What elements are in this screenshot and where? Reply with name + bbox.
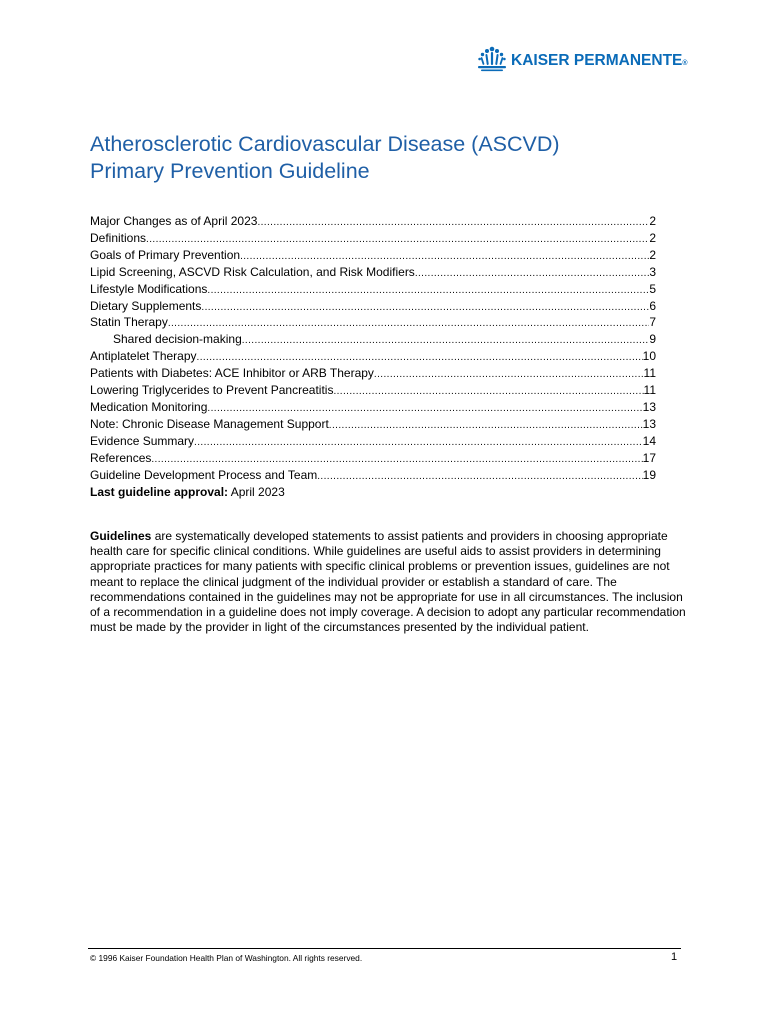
toc-entry[interactable] [90,434,656,451]
toc-entry[interactable] [90,349,656,366]
toc-dot-leader [415,265,650,282]
toc-dot-leader [146,231,649,248]
footer-divider [88,948,681,949]
title-line-2: Primary Prevention Guideline [90,159,370,183]
toc-entry-label: Definitions [90,230,147,245]
toc-entry-page: 19 [642,467,656,482]
toc-entry-page: 9 [649,332,656,347]
toc-dot-leader [207,282,649,299]
toc-dot-leader [374,366,644,383]
toc-dot-leader [317,468,642,485]
toc-entry[interactable] [90,231,656,248]
logo-wordmark-text: KAISER PERMANENTE [511,52,683,69]
toc-dot-leader [151,451,642,468]
toc-entry-page: 5 [649,281,656,296]
toc-entry[interactable] [90,265,656,282]
toc-entry[interactable] [90,366,656,383]
toc-dot-leader [197,349,643,366]
kaiser-permanente-logo-icon [478,46,506,72]
toc-dot-leader [333,383,643,400]
toc-entry-label: Shared decision-making [113,332,242,347]
toc-entry-label: Patients with Diabetes: ACE Inhibitor or ARB Therapy [90,366,374,381]
toc-entry-page: 2 [649,247,656,262]
kaiser-permanente-logo [478,46,688,72]
toc-entry[interactable] [90,248,656,265]
toc-entry-page: 2 [649,230,656,245]
toc-entry-page: 11 [643,366,656,381]
toc-entry-label: Dietary Supplements [90,298,202,313]
document-title [90,131,690,185]
toc-entry[interactable] [90,468,656,485]
toc-entry-page: 13 [642,416,656,431]
toc-entry-page: 7 [649,315,656,330]
toc-entry[interactable] [90,214,656,231]
toc-entry-label: Medication Monitoring [90,399,208,414]
toc-entry-page: 3 [649,264,656,279]
toc-entry-label: Evidence Summary [90,433,195,448]
toc-entry-page: 13 [642,399,656,414]
toc-dot-leader [257,214,649,231]
toc-subentry[interactable] [90,332,656,349]
toc-entry-page: 6 [649,298,656,313]
toc-dot-leader [240,248,649,265]
toc-dot-leader [207,400,642,417]
toc-entry-label: Goals of Primary Prevention [90,247,241,262]
guidelines-lead: Guidelines [90,529,152,543]
toc-entry-label: Major Changes as of April 2023 [90,214,258,228]
toc-entry-label: Guideline Development Process and Team [90,467,318,482]
logo-wordmark [511,53,688,72]
approval-date: April 2023 [230,485,285,499]
toc-dot-leader [168,315,649,332]
guideline-approval [90,485,285,500]
toc-entry[interactable] [90,315,656,332]
toc-entry-label: Lipid Screening, ASCVD Risk Calculation, and Risk Modifiers [90,264,415,279]
registered-mark: ® [682,60,688,67]
toc-entry[interactable] [90,451,656,468]
footer-copyright: © 1996 Kaiser Foundation Health Plan of Washington. All rights reserved. [90,953,363,963]
toc-entry-label: Antiplatelet Therapy [90,349,197,364]
toc-dot-leader [329,417,643,434]
guidelines-text: are systematically developed statements to assist patients and providers in choosing appropriate health care for specific clinical conditions. While guidelines are useful aids to assist providers in determining appropriate practices for many patients with specific clinical problems or prevention issues, guidelines are not meant to replace the clinical judgment of the individual provider or establish a standard of care. The recommendations contained in the guidelines may not be appropriate for use in all circumstances. The inclusion of a recommendation in a guideline does not imply coverage. A decision to adopt any particular recommendation must be made by the provider in light of the circumstances presented by the individual patient. [90,529,686,635]
toc-entry-page: 14 [642,433,656,448]
toc-entry[interactable] [90,282,656,299]
toc-entry-page: 10 [642,349,656,364]
page-number: 1 [671,951,678,963]
toc-entry-page: 2 [649,214,656,228]
table-of-contents [90,214,656,485]
toc-entry[interactable] [90,400,656,417]
toc-entry-label: References [90,450,152,465]
toc-entry[interactable] [90,417,656,434]
toc-entry[interactable] [90,383,656,400]
title-line-1: Atherosclerotic Cardiovascular Disease (ASCVD) [90,132,560,156]
toc-entry[interactable] [90,299,656,316]
guidelines-disclaimer [90,529,686,635]
approval-label: Last guideline approval: [90,485,229,499]
toc-entry-label: Lowering Triglycerides to Prevent Pancreatitis [90,383,334,398]
toc-entry-page: 17 [642,450,656,465]
toc-entry-label: Note: Chronic Disease Management Support [90,416,329,431]
toc-entry-label: Statin Therapy [90,315,168,330]
toc-entry-page: 11 [643,383,656,398]
toc-dot-leader [194,434,643,451]
toc-dot-leader [201,299,649,316]
toc-entry-label: Lifestyle Modifications [90,281,208,296]
toc-dot-leader [242,332,650,349]
